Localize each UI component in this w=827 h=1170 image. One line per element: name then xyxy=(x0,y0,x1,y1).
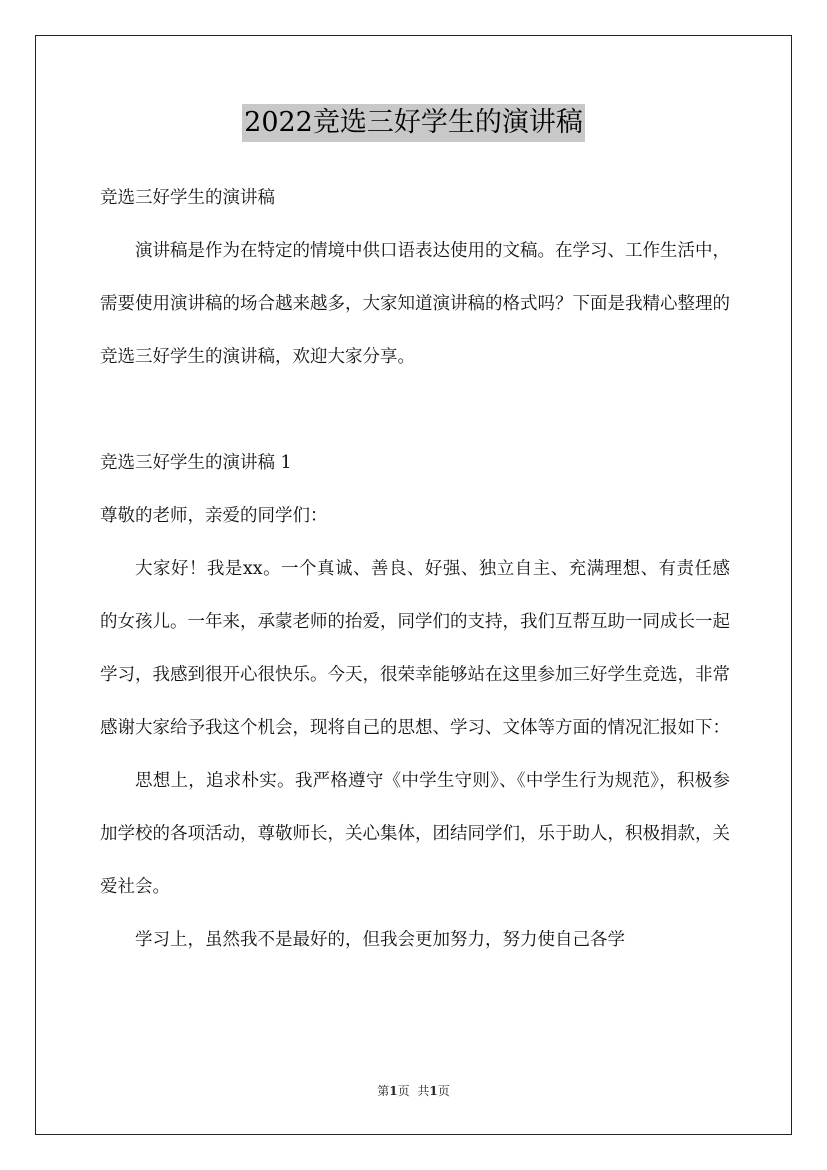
blank-line xyxy=(100,384,730,437)
body-paragraph-1: 大家好！我是xx。一个真诚、善良、好强、独立自主、充满理想、有责任感的女孩儿。一年来，承蒙老师的抬爱，同学们的支持，我们互帮互助一同成长一起学习，我感到很开心很快乐。今天，很荣幸能够站在这里参加三好学生竞选，非常感谢大家给予我这个机会，现将自己的思想、学习、文体等方面的情况汇报如下： xyxy=(100,559,730,738)
document-title: 2022竞选三好学生的演讲稿 xyxy=(242,104,585,142)
document-heading: 竞选三好学生的演讲稿 xyxy=(100,188,275,208)
salutation: 尊敬的老师，亲爱的同学们： xyxy=(100,506,328,526)
title-wrap xyxy=(0,104,827,142)
page-prefix: 第 xyxy=(377,1084,390,1098)
body-paragraph-3: 学习上，虽然我不是最好的，但我会更加努力，努力使自己各学 xyxy=(135,930,625,950)
page-current: 1 xyxy=(389,1084,398,1098)
page-total: 1 xyxy=(429,1084,438,1098)
total-suffix: 页 xyxy=(437,1084,450,1098)
page-suffix: 页 xyxy=(397,1084,410,1098)
intro-paragraph: 演讲稿是作为在特定的情境中供口语表达使用的文稿。在学习、工作生活中，需要使用演讲稿的场合越来越多，大家知道演讲稿的格式吗？下面是我精心整理的竞选三好学生的演讲稿，欢迎大家分享。 xyxy=(100,241,730,367)
section-heading: 竞选三好学生的演讲稿 1 xyxy=(100,453,292,473)
total-prefix: 共 xyxy=(417,1084,430,1098)
document-body xyxy=(100,172,730,967)
page-footer xyxy=(0,1083,827,1099)
body-paragraph-2: 思想上，追求朴实。我严格遵守《中学生守则》、《中学生行为规范》，积极参加学校的各项活动，尊敬师长，关心集体，团结同学们，乐于助人，积极捐款，关爱社会。 xyxy=(100,771,730,897)
